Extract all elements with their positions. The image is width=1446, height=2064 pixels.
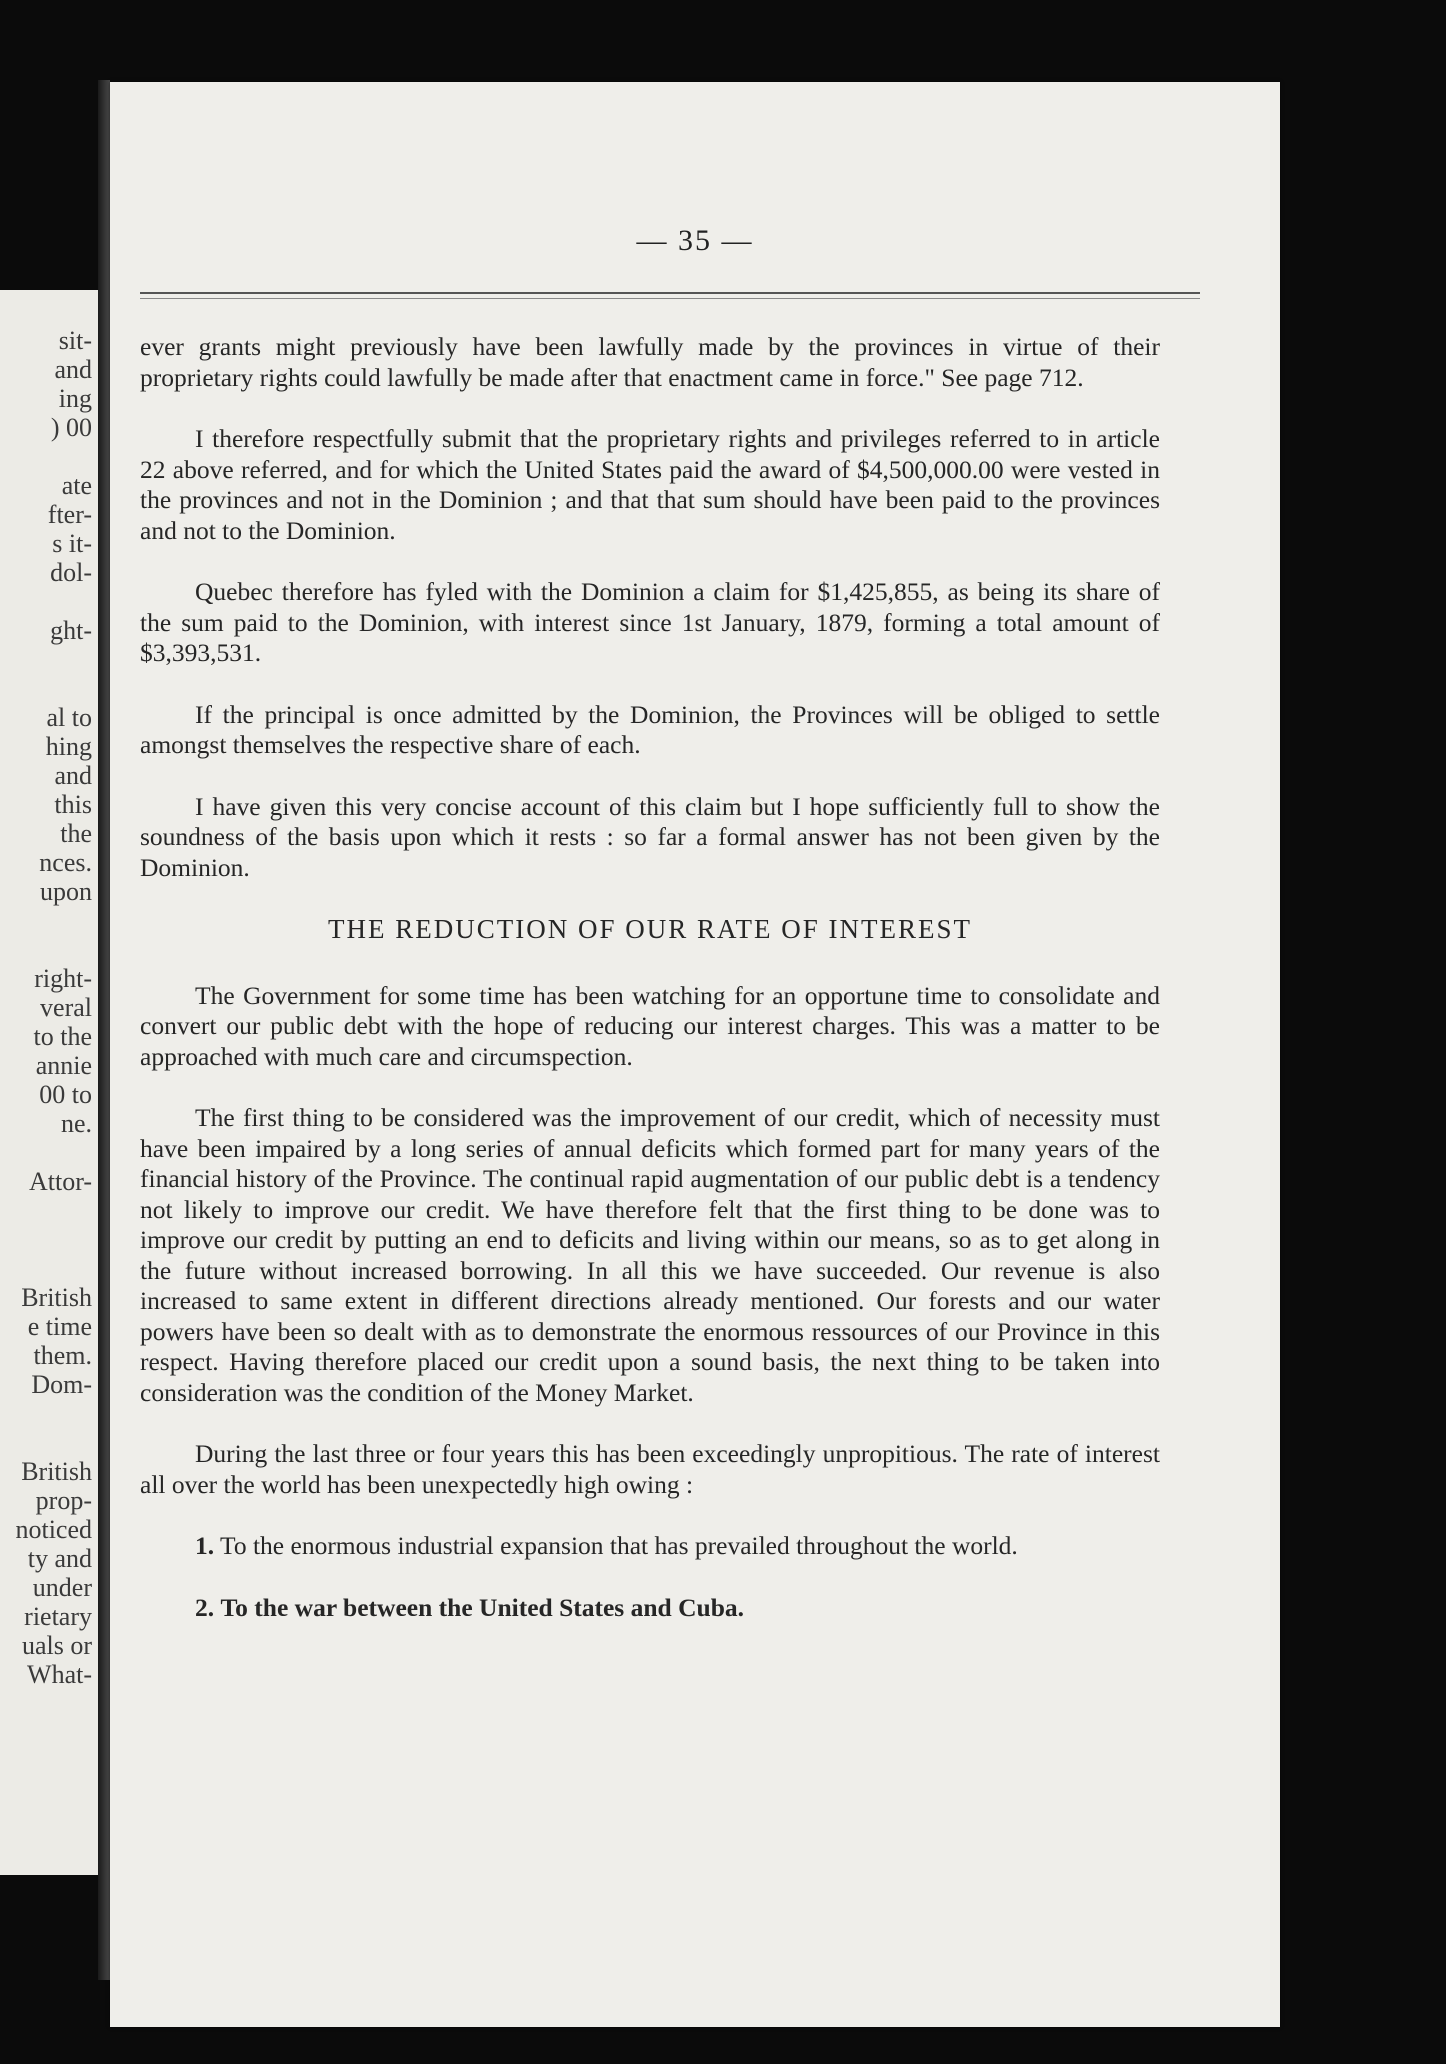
list-item-text: To the war between the United States and Cuba. <box>220 1592 744 1622</box>
paragraph-quebec-claim: Quebec therefore has fyled with the Dominion a claim for $1,425,855, as being its share of the sum paid to the Dominion, with interest since 1st January, 1879, forming a total amount of $3,393,531. <box>140 577 1160 667</box>
left-page-line: Attor- <box>28 1167 92 1196</box>
header-rule <box>140 292 1200 294</box>
left-page-line: hing <box>45 732 92 761</box>
left-page-line <box>2 587 92 616</box>
left-page-line <box>2 935 92 964</box>
left-page-line: fter- <box>47 500 92 529</box>
paragraph-last-years: During the last three or four years this has been exceedingly unpropitious. The rate of interest all over the world has been unexpectedly high owing : <box>140 1439 1160 1499</box>
list-item-number: 1. <box>195 1531 215 1560</box>
header-rule-thin <box>140 298 1200 299</box>
page-body <box>140 332 1160 1654</box>
left-page-line: annie <box>35 1051 92 1080</box>
section-heading: THE REDUCTION OF OUR RATE OF INTEREST <box>328 914 972 944</box>
left-page-line: s it- <box>52 529 92 558</box>
left-page-line: British <box>21 1457 92 1486</box>
book-gutter <box>98 80 110 1980</box>
left-page-line: 00 to <box>39 1080 92 1109</box>
left-page-line <box>2 645 92 674</box>
left-page-line: British <box>21 1283 92 1312</box>
list-item-text: To the enormous industrial expansion that has prevailed throughout the world. <box>220 1531 1018 1560</box>
left-page-line: sit- <box>58 326 92 355</box>
left-page-line: them. <box>33 1341 92 1370</box>
left-page-line <box>2 1428 92 1457</box>
paragraph-concise-account: I have given this very concise account of this claim but I hope sufficiently full to show the soundness of the basis upon which it rests : so far a formal answer has not been given by the Dominion. <box>140 791 1160 882</box>
left-page-line: Dom- <box>31 1370 92 1399</box>
left-page-line: prop- <box>35 1486 92 1515</box>
left-page-line <box>2 1225 92 1254</box>
left-page-line: ne. <box>60 1109 92 1138</box>
left-page-line <box>2 1138 92 1167</box>
left-page-line <box>2 1254 92 1283</box>
left-page-text-fragments <box>2 326 92 1689</box>
list-item-number: 2. <box>195 1592 215 1622</box>
left-page-line: ing <box>58 384 92 413</box>
page-number: — 35 — <box>636 224 754 257</box>
paragraph-improvement-of-credit: The first thing to be considered was the improvement of our credit, which of necessity must have been impaired by a long series of annual deficits which formed part for many years of the financial history of the Province. The continual rapid augmentation of our public debt is a tendency not likely to improve our credit. We have therefore felt that the first thing to be done was to improve our credit by putting an end to deficits and living within our means, so as to get along in the future without increased borrowing. In all this we have succeeded. Our revenue is also increased to same extent in different directions already mentioned. Our forests and our water powers have been so dealt with as to demonstrate the enormous ressources of our Province in this respect. Having therefore placed our credit upon a sound basis, the next thing to be taken into consideration was the condition of the Money Market. <box>140 1103 1160 1407</box>
left-page-line: noticed <box>15 1515 92 1544</box>
left-page-line: ate <box>61 471 92 500</box>
left-page-line: and <box>54 355 92 384</box>
left-page-line <box>2 1196 92 1225</box>
left-page-line: rietary <box>24 1602 92 1631</box>
left-page-line: ght- <box>50 616 92 645</box>
left-page-line: upon <box>40 877 92 906</box>
left-page-line: to the <box>33 1022 92 1051</box>
list-item <box>140 1593 1160 1624</box>
left-page-line: al to <box>46 703 92 732</box>
left-page-line: the <box>60 819 92 848</box>
left-page-line: e time <box>27 1312 92 1341</box>
left-page-line: uals or <box>21 1631 92 1660</box>
left-page-line: ) 00 <box>50 413 92 442</box>
main-page <box>110 82 1280 2027</box>
paragraph-continuation: ever grants might previously have been lawfully made by the provinces in virtue of their proprietary rights could lawfully be made after that enactment came in force." See page 712. <box>140 332 1160 392</box>
left-page-line <box>2 906 92 935</box>
paragraph-government-watching: The Government for some time has been watching for an opportune time to consolidate and convert our public debt with the hope of reducing our interest charges. This was a matter to be approached with much care and circumspection. <box>140 980 1160 1071</box>
left-page-line: dol- <box>50 558 92 587</box>
left-page-line: ty and <box>27 1544 92 1573</box>
left-page-line: under <box>32 1573 92 1602</box>
left-page-line: this <box>54 790 92 819</box>
left-page-line <box>2 1399 92 1428</box>
paragraph-principal-admitted: If the principal is once admitted by the Dominion, the Provinces will be obliged to settle amongst themselves the respective share of each. <box>140 699 1160 759</box>
left-page-line: nces. <box>39 848 92 877</box>
left-page-line <box>2 442 92 471</box>
list-item <box>140 1531 1160 1562</box>
left-page-line: What- <box>27 1660 92 1689</box>
left-page-line: veral <box>40 993 92 1022</box>
left-page-fragment <box>0 290 98 1875</box>
left-page-line: right- <box>34 964 92 993</box>
left-page-line <box>2 674 92 703</box>
left-page-line: and <box>54 761 92 790</box>
paragraph-proprietary-rights: I therefore respectfully submit that the proprietary rights and privileges referred to in article 22 above referred, and for which the United States paid the award of $4,500,000.00 were vested in the provinces and not in the Dominion ; and that that sum should have been paid to the provinces and not to the Dominion. <box>140 424 1160 545</box>
